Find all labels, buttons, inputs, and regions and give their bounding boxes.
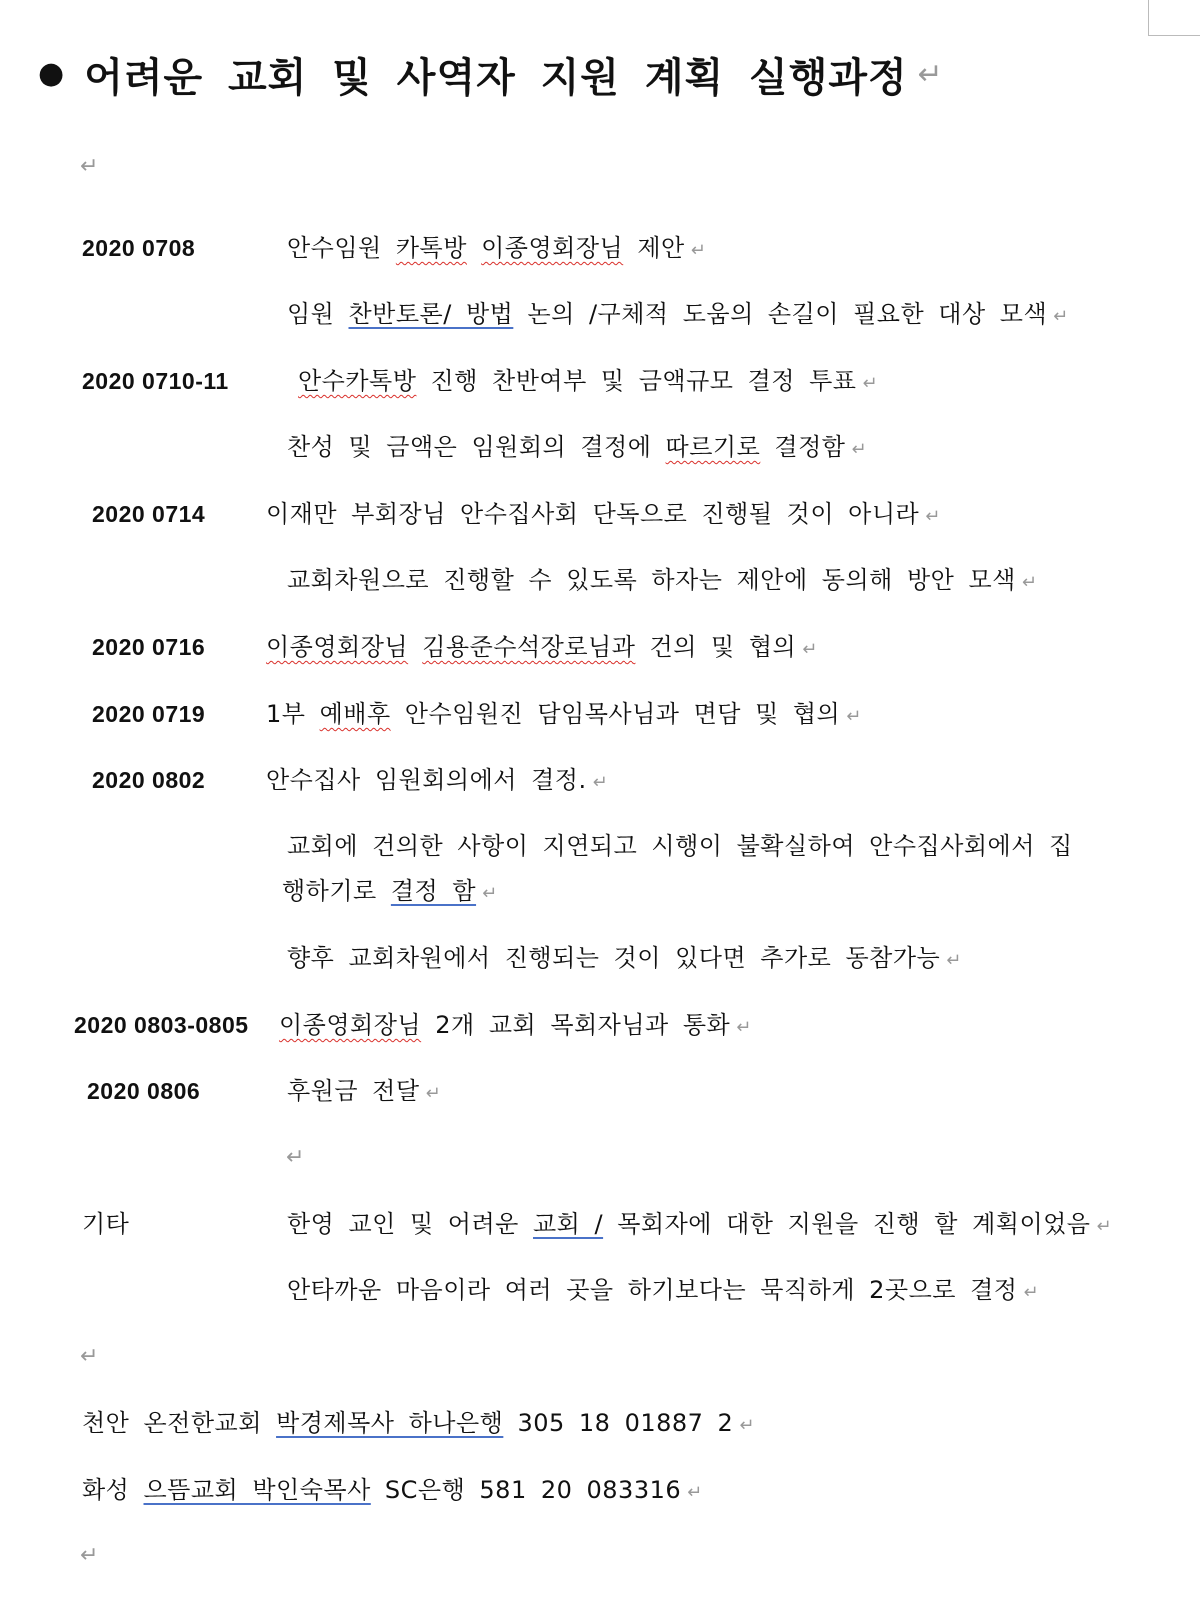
account-line: 천안 온전한교회 박경제목사 하나은행 305 18 01887 2 ↵: [82, 1409, 755, 1437]
entry-text: 안타까운 마음이라 여러 곳을 하기보다는 묵직하게 2곳으로 결정 ↵: [287, 1276, 1040, 1304]
entry-date: 2020 0719: [92, 701, 206, 727]
entry-date: 기타: [82, 1210, 130, 1238]
entry-text: 안수집사 임원회의에서 결정. ↵: [266, 766, 609, 794]
paragraph-mark-icon: ↵: [1053, 306, 1069, 327]
paragraph-mark-icon: ↵: [1021, 572, 1038, 593]
entry-text: 향후 교회차원에서 진행되는 것이 있다면 추가로 동참가능 ↵: [287, 944, 962, 972]
entry-date: 2020 0716: [92, 634, 206, 660]
entry-text: 후원금 전달 ↵: [287, 1077, 442, 1105]
entry-date: 2020 0802: [92, 767, 206, 793]
bullet-icon: ●: [38, 56, 65, 91]
page-corner-mark: [1148, 0, 1200, 36]
entry-text: 임원 찬반토론/ 방법 논의 /구체적 도움의 손길이 필요한 대상 모색 ↵: [287, 300, 1069, 328]
entry-date: 2020 0806: [87, 1078, 201, 1104]
paragraph-mark-icon: ↵: [1023, 1282, 1040, 1303]
entry-text: 안수임원 카톡방 이종영회장님 제안 ↵: [287, 234, 707, 262]
entry-text: 이종영회장님 김용준수석장로님과 건의 및 협의 ↵: [266, 633, 818, 661]
entry-text: 행하기로 결정 함 ↵: [282, 877, 498, 905]
entry-text: 이종영회장님 2개 교회 목회자님과 통화 ↵: [279, 1011, 752, 1039]
paragraph-mark-icon: ↵: [690, 240, 707, 261]
entry-text: 한영 교인 및 어려운 교회 / 목회자에 대한 지원을 진행 할 계획이었음 ↵: [287, 1210, 1113, 1238]
entry-text: 교회에 건의한 사항이 지연되고 시행이 불확실하여 안수집사회에서 집: [287, 832, 1073, 860]
paragraph-mark-icon: ↵: [592, 772, 609, 793]
paragraph-mark-icon: ↵: [925, 506, 941, 527]
entry-text: 1부 예배후 안수임원진 담임목사님과 면담 및 협의 ↵: [266, 700, 862, 728]
entry-text: 찬성 및 금액은 임원회의 결정에 따르기로 결정함 ↵: [287, 433, 868, 461]
entry-date: 2020 0708: [82, 235, 196, 261]
entry-text: 이재만 부회장님 안수집사회 단독으로 진행될 것이 아니라 ↵: [266, 500, 941, 528]
paragraph-mark-icon: ↵: [739, 1415, 755, 1436]
paragraph-mark-icon: ↵: [80, 154, 99, 179]
paragraph-mark-icon: ↵: [425, 1083, 442, 1104]
document-title: 어려운 교회 및 사역자 지원 계획 실행과정: [84, 54, 908, 101]
entry-date: 2020 0710-11: [82, 368, 229, 394]
paragraph-mark-icon: ↵: [80, 1344, 99, 1369]
paragraph-mark-icon: ↵: [917, 56, 943, 92]
paragraph-mark-icon: ↵: [1096, 1216, 1113, 1237]
paragraph-mark-icon: ↵: [846, 706, 862, 727]
entry-text: 안수카톡방 진행 찬반여부 및 금액규모 결정 투표 ↵: [298, 367, 879, 395]
paragraph-mark-icon: ↵: [80, 1543, 99, 1568]
paragraph-mark-icon: ↵: [802, 639, 818, 660]
paragraph-mark-icon: ↵: [687, 1482, 703, 1503]
entry-date: 2020 0803-0805: [74, 1012, 249, 1038]
paragraph-mark-icon: ↵: [851, 439, 868, 460]
paragraph-mark-icon: ↵: [946, 950, 962, 971]
account-line: 화성 으뜸교회 박인숙목사 SC은행 581 20 083316 ↵: [82, 1476, 703, 1504]
paragraph-mark-icon: ↵: [736, 1017, 752, 1038]
paragraph-mark-icon: ↵: [862, 373, 879, 394]
entry-date: 2020 0714: [92, 501, 206, 527]
paragraph-mark-icon: ↵: [286, 1145, 305, 1170]
paragraph-mark-icon: ↵: [482, 883, 498, 904]
document-title-row: [38, 44, 943, 104]
entry-text: 교회차원으로 진행할 수 있도록 하자는 제안에 동의해 방안 모색 ↵: [287, 566, 1038, 594]
